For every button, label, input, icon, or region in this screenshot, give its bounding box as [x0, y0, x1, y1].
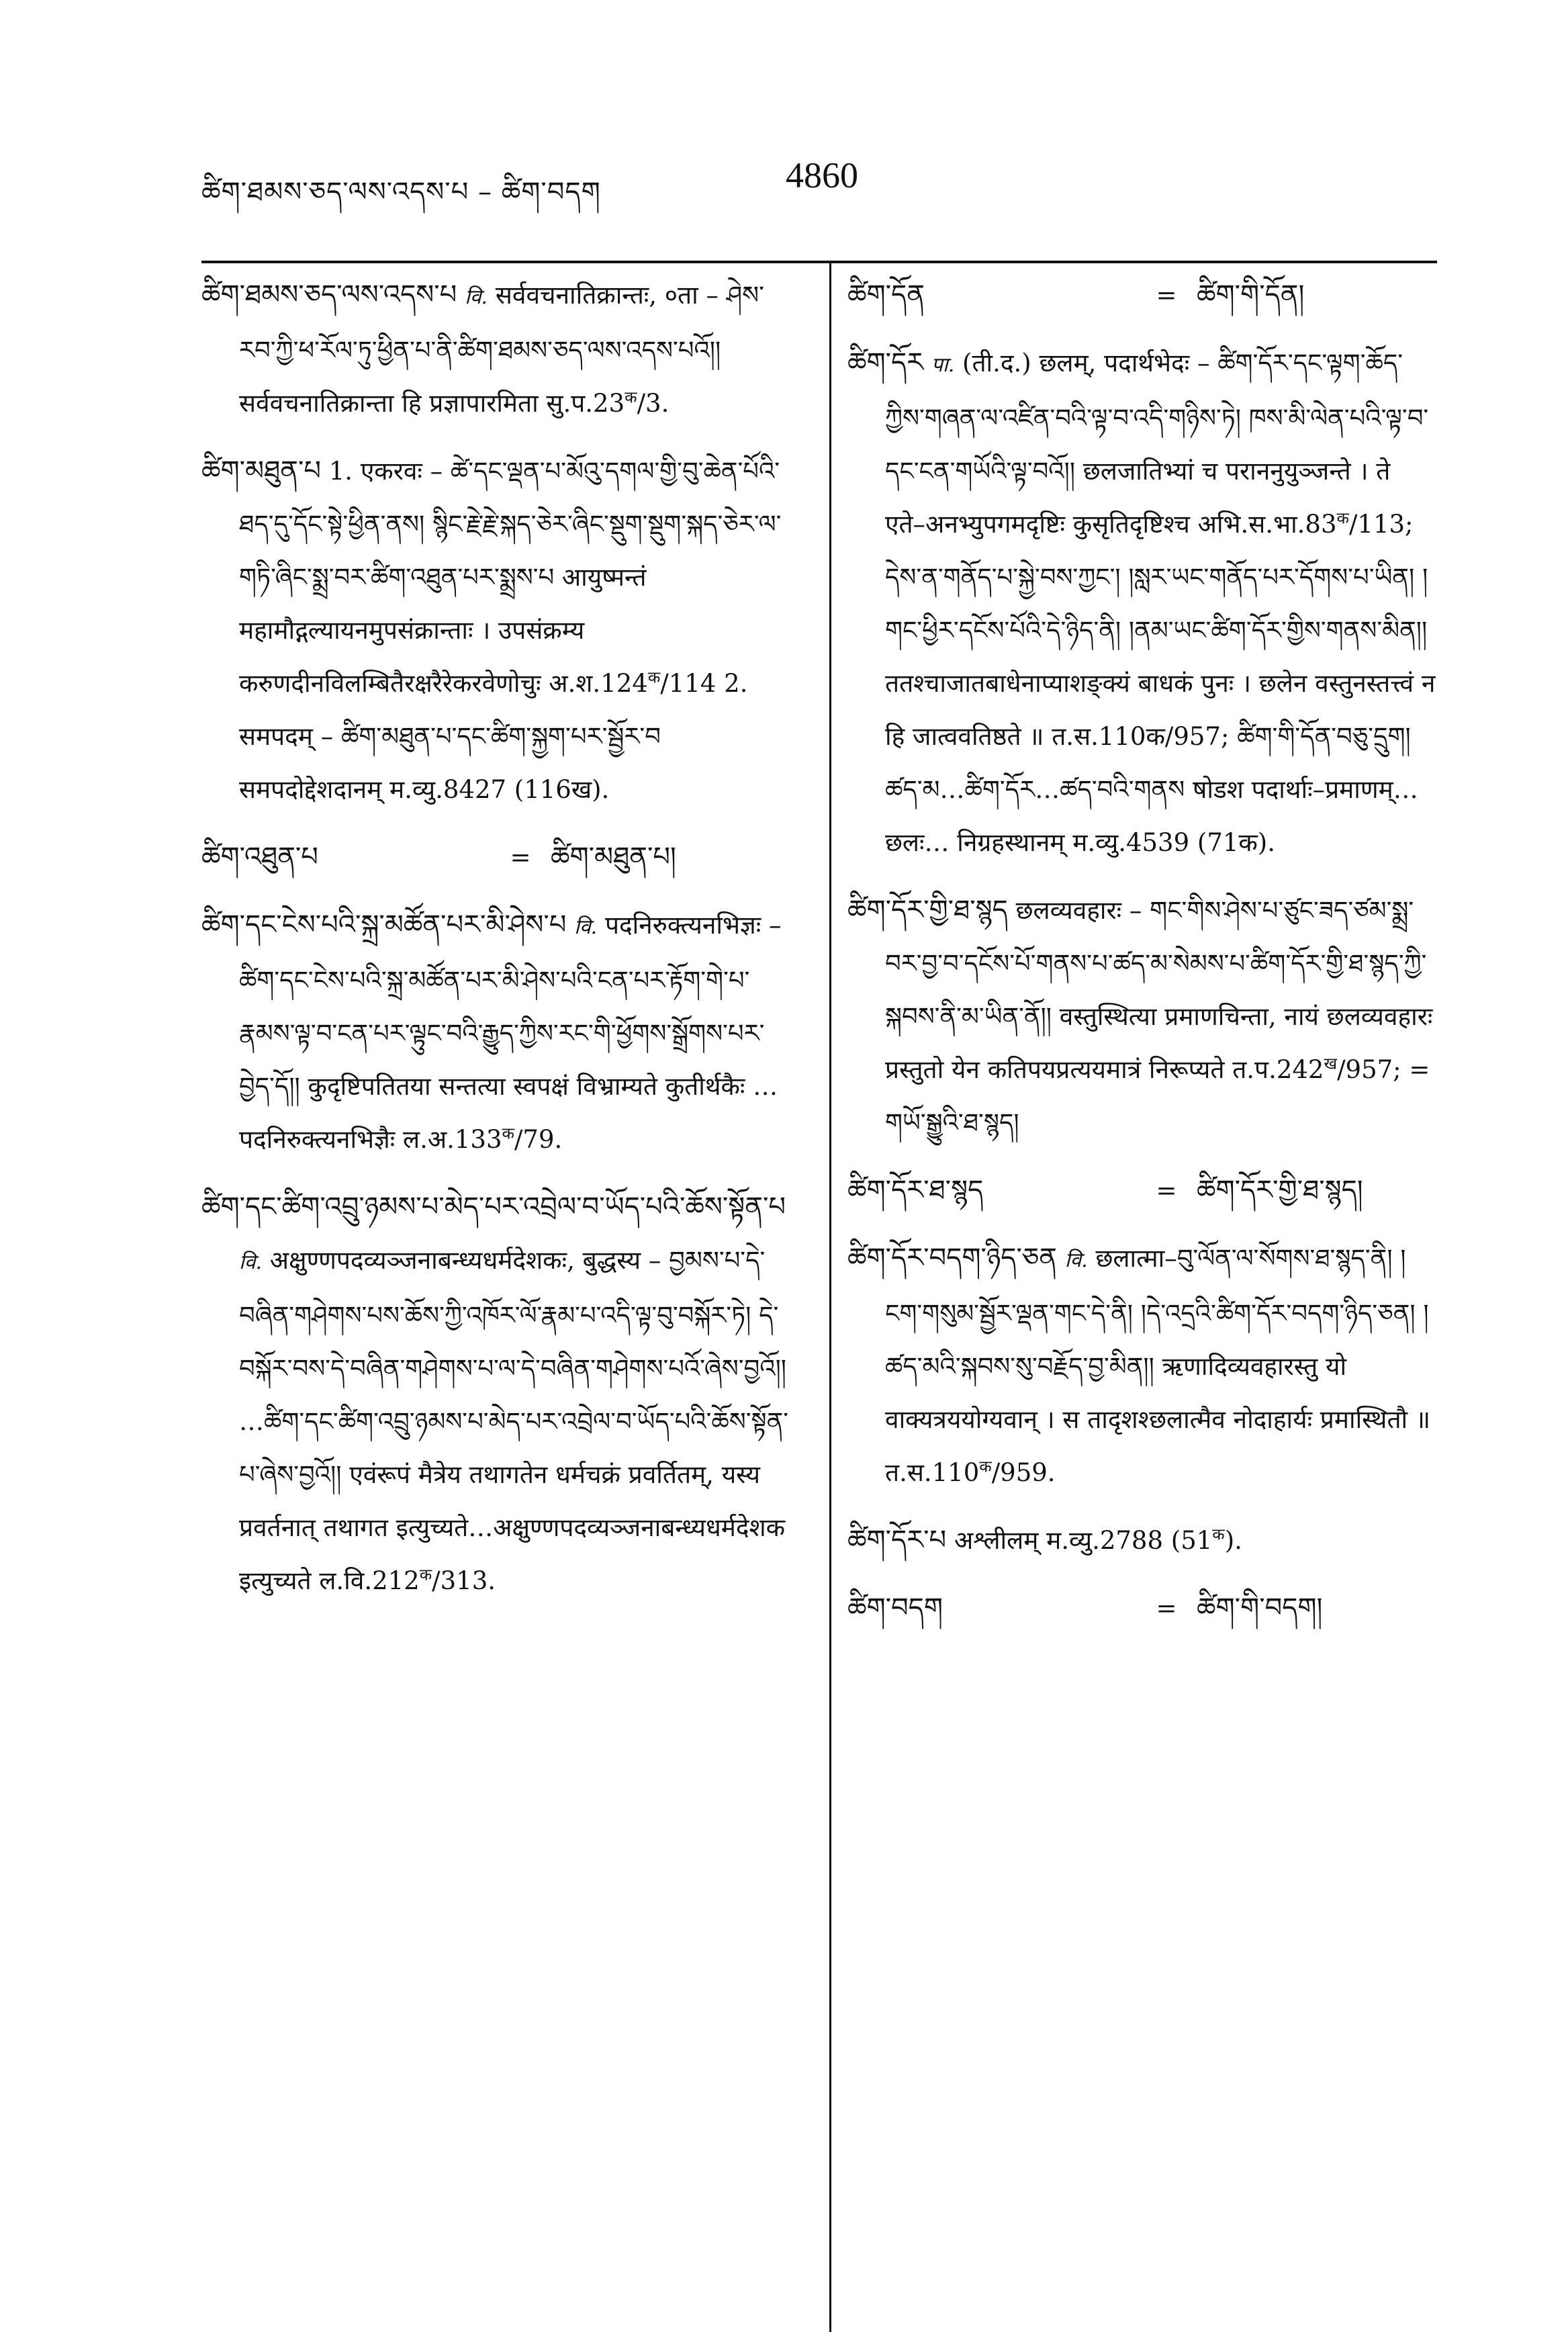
- folio-side-marker: क: [1336, 508, 1349, 528]
- dictionary-entry: [201, 269, 799, 430]
- dictionary-entry: [847, 1232, 1437, 1499]
- left-column: [201, 269, 799, 1622]
- headword: ཚིག་ཐམས་ཅད་ལས་འདས་པ: [201, 279, 457, 310]
- grammar-label: पा.: [931, 353, 955, 377]
- folio-side-marker: क: [625, 388, 637, 407]
- dictionary-entry: [847, 337, 1437, 869]
- folio-side-marker: क: [647, 668, 661, 687]
- headword: ཚིག་དོར: [847, 347, 924, 378]
- definition-text: पदनिरुक्त्यनभिज्ञः – ཚིག་དང་ངེས་པའི་སྐྲ་མཚོན་པར་མི་ཤེས་པའི་ངན་པར་རྟོག་གེ་པ་རྣམས་ལྟ་བ་ངན་པར་ལྟུང་བའི་རྒྱུད་ཀྱིས་རང་གི་ཕྱོགས་སྒྲོགས་པར་བྱེད་དོ།། कुदृष्टिपतितया सन्तत्या स्वपक्षं विभ्राम्यते कुतीर्थकैः …पदनिरुक्त्यनभिज्ञैः ल.अ.133: [239, 911, 782, 1154]
- cross-reference-target: ཚིག་དོར་གྱི་ཐ་སྙད།: [1197, 1175, 1363, 1206]
- cross-reference-target: ཚིག་མཐུན་པ།: [551, 842, 676, 872]
- equals-sign: =: [1156, 281, 1177, 310]
- cross-reference-entry: [847, 269, 1437, 322]
- definition-text: (ती.द.) छलम्, पदार्थभेदः – ཚིག་དོར་དང་ལྟག་ཆོད་ཀྱིས་གཞན་ལ་འཛིན་བའི་ལྟ་བ་འདི་གཉིས་ཏེ། ཁས་མི་ལེན་པའི་ལྟ་བ་དང་ངན་གཡོའི་ལྟ་བའོ།། छलजातिभ्यां च पराननुयुञ्जन्ते । ते एते–अनभ्युपगमदृष्टिः कुसृतिदृष्टिश्च अभि.स.भा.83: [885, 349, 1429, 539]
- cross-reference-entry: [201, 831, 799, 884]
- headword: ཚིག་དོན: [847, 279, 925, 310]
- definition-text: छलव्यवहारः – གང་གིས་ཤེས་པ་ཙུང་ཟད་ཙམ་སྨྲ་བར་བྱ་བ་དངོས་པོ་གནས་པ་ཚད་མ་སེམས་པ་ཚིག་དོར་གྱི་ཐ་སྙད་ཀྱི་སྐབས་ནི་མ་ཡིན་ནོ།། वस्तुस्थित्या प्रमाणचिन्ता, नायं छलव्यवहारः प्रस्तुतो येन कतिपयप्रत्ययमात्रं निरूप्यते त.प.242: [885, 896, 1433, 1084]
- headword: ཚིག་དང་ཚིག་འབྲུ་ཉམས་པ་མེད་པར་འབྲེལ་བ་ཡོད་པའི་ཆོས་སྟོན་པ: [201, 1192, 786, 1222]
- page-number: 4860: [786, 155, 858, 195]
- dictionary-entry: [847, 1514, 1437, 1567]
- grammar-label: वि.: [574, 915, 598, 939]
- citation-tail: ).: [1224, 1526, 1242, 1555]
- headword: ཚིག་དང་ངེས་པའི་སྐྲ་མཚོན་པར་མི་ཤེས་པ: [201, 909, 567, 940]
- folio-side-marker: ख: [1324, 1054, 1338, 1073]
- definition-text: अश्लीलम् म.व्यु.2788 (51: [954, 1526, 1213, 1555]
- folio-side-marker: क: [419, 1565, 432, 1584]
- dictionary-entry: [201, 445, 799, 816]
- equals-sign: =: [510, 843, 531, 872]
- equals-sign: =: [1156, 1594, 1177, 1623]
- dictionary-entry: [847, 884, 1437, 1149]
- header-rule: [201, 261, 1437, 263]
- grammar-label: वि.: [1064, 1249, 1088, 1272]
- definition-text: 1. एकरवः – ཚེ་དང་ལྡན་པ་མོའུ་དགལ་གྱི་བུ་ཆེན་པོའི་ཐད་དུ་དོང་སྟེ་ཕྱིན་ནས། སྙིང་རྗེ་རྗེ་སྐད་ཅེར་ཞིང་སྡུག་སྡུག་སྐད་ཅེར་ལ་གཏི་ཞིང་སྨྲ་བར་ཚིག་འཐུན་པར་སྨྲས་པ आयुष्मन्तं महामौद्गल्यायनमुपसंक्रान्ताः । उपसंक्रम्य करुणदीनविलम्बितैरक्षरैरेकरवेणोचुः अ.श.124: [239, 457, 782, 698]
- page-header: [201, 154, 1437, 215]
- folio-side-marker: क: [1212, 1525, 1225, 1544]
- column-divider: [829, 263, 831, 2332]
- grammar-label: वि.: [239, 1251, 262, 1274]
- citation-tail: /313.: [432, 1566, 496, 1595]
- right-column: [847, 269, 1437, 1650]
- cross-reference-target: ཚིག་གི་དོན།: [1197, 279, 1305, 310]
- headword: ཚིག་མཐུན་པ: [201, 455, 321, 486]
- citation-tail: /957; = གཡོ་སྒྱུའི་ཐ་སྙད།: [885, 1055, 1430, 1137]
- dictionary-entry: [201, 899, 799, 1166]
- citation-tail: /79.: [514, 1125, 563, 1154]
- cross-reference-entry: [847, 1582, 1437, 1635]
- definition-text: सर्ववचनातिक्रान्तः, ०ता – ཤེས་རབ་ཀྱི་ཕ་རོལ་ཏུ་ཕྱིན་པ་ནི་ཚིག་ཐམས་ཅད་ལས་འདས་པའོ།། सर्ववचनातिक्रान्ता हि प्रज्ञापारमिता सु.प.23: [239, 281, 764, 418]
- folio-side-marker: क: [979, 1457, 992, 1476]
- cross-reference-entry: [847, 1164, 1437, 1217]
- headword: ཚིག་དོར་ཐ་སྙད: [847, 1175, 984, 1206]
- headword: ཚིག་བདག: [847, 1593, 943, 1623]
- definition-text: अक्षुण्णपदव्यञ्जनाबन्ध्यधर्मदेशकः, बुद्धस्य – བྱམས་པ་དེ་བཞིན་གཤེགས་པས་ཆོས་ཀྱི་འཁོར་ལོ་རྣམ་པ་འདི་ལྟ་བུ་བསྐོར་ཏེ། དེ་བསྐོར་བས་དེ་བཞིན་གཤེགས་པ་ལ་དེ་བཞིན་གཤེགས་པའོ་ཞེས་བྱའོ།། …ཚིག་དང་ཚིག་འབྲུ་ཉམས་པ་མེད་པར་འབྲེལ་བ་ཡོད་པའི་ཆོས་སྟོན་པ་ཞེས་བྱའོ།། एवंरूपं मैत्रेय तथागतेन धर्मचक्रं प्रवर्तितम्, यस्य प्रवर्तनात् तथागत इत्युच्यते…अक्षुण्णपदव्यञ्जनाबन्ध्यधर्मदेशक इत्युच्यते ल.वि.212: [239, 1246, 789, 1595]
- citation-tail: /3.: [637, 389, 670, 418]
- headword: ཚིག་དོར་པ: [847, 1525, 947, 1556]
- definition-text: छलात्मा–བུ་ལོན་ལ་སོགས་ཐ་སྙད་ནི། །ངག་གསུམ་སྦྱོར་ལྡན་གང་དེ་ནི། །དེ་འདྲའི་ཚིག་དོར་བདག་ཉིད་ཅན། །ཚད་མའི་སྐབས་སུ་བརྗོད་བྱ་མིན།། ऋणादिव्यवहारस्तु यो वाक्यत्रययोग्यवान् । स तादृशश्छलात्मैव नोदाहार्यः प्रमास्थितौ ॥ त.स.110: [885, 1244, 1431, 1487]
- citation-tail: /114 2. समपदम् – ཚིག་མཐུན་པ་དང་ཚིག་སྐྱག་པར་སྦྱོར་བ समपदोद्देशदानम् म.व्यु.8427 (116ख).: [239, 669, 748, 804]
- citation-tail: /959.: [991, 1458, 1056, 1487]
- headword: ཚིག་དོར་གྱི་ཐ་སྙད: [847, 895, 1008, 926]
- running-head: ཚིག་ཐམས་ཅད་ལས་འདས་པ – ཚིག་བདག: [201, 177, 601, 208]
- equals-sign: =: [1156, 1176, 1177, 1205]
- headword: ཚིག་དོར་བདག་ཉིད་ཅན: [847, 1243, 1057, 1273]
- headword: ཚིག་འཐུན་པ: [201, 842, 318, 872]
- grammar-label: वि.: [465, 285, 488, 309]
- dictionary-entry: [201, 1181, 799, 1607]
- cross-reference-target: ཚིག་གི་བདག།: [1197, 1593, 1323, 1623]
- folio-side-marker: क: [502, 1124, 514, 1143]
- citation-tail: /113; དེས་ན་གནོད་པ་སྐྱེ་བས་ཀྱང་། །སླར་ཡང་གནོད་པར་དོགས་པ་ཡིན། །གང་ཕྱིར་དངོས་པོའི་དེ་ཉིད་ནི། །ནམ་ཡང་ཚིག་དོར་གྱིས་གནས་མིན།། ततश्चाजातबाधेनाप्याशङ्क्यं बाधकं पुनः । छलेन वस्तुनस्तत्त्वं न हि जात्ववतिष्ठते ॥ त.स.110क/957; ཚིག་གི་དོན་བཅུ་དྲུག། ཚད་མ…ཚིག་དོར…ཚད་བའི་གནས षोडश पदार्थाः–प्रमाणम्… छलः… निग्रहस्थानम् म.व्यु.4539 (71क).: [885, 510, 1436, 857]
